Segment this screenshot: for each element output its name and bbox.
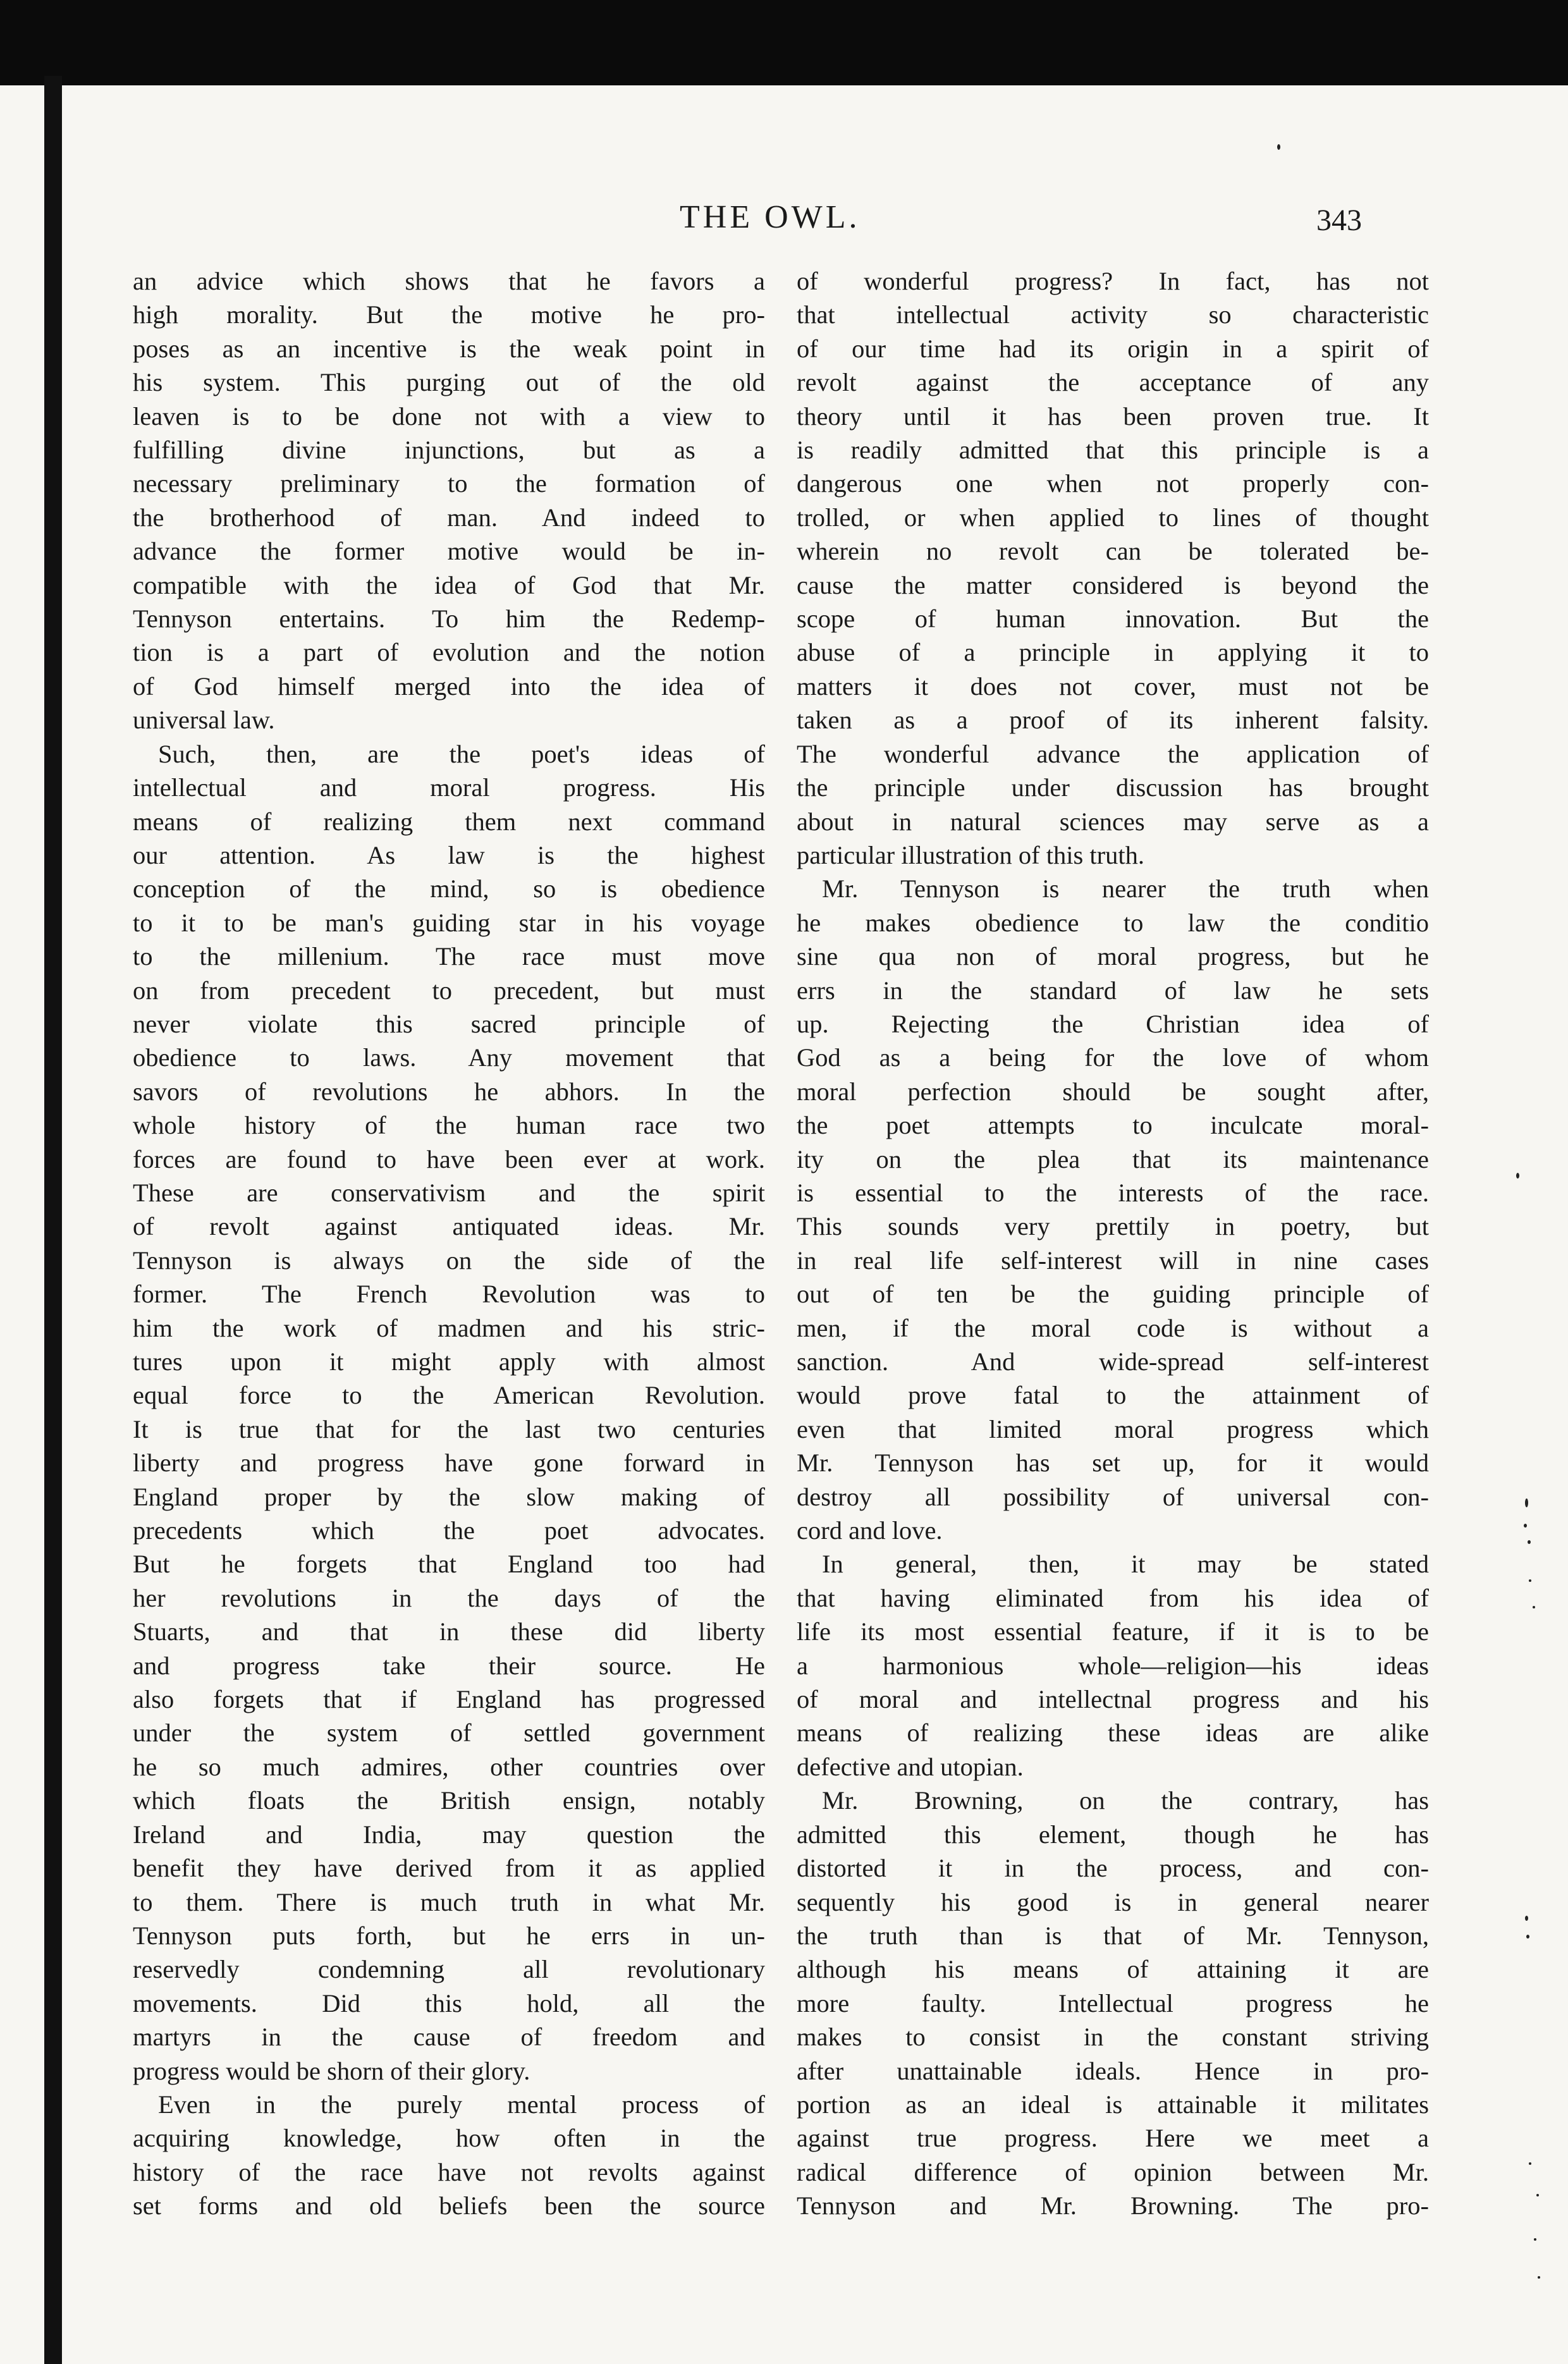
text-line: It is true that for the last two centuries — [133, 1414, 765, 1443]
text-line: acquiring knowledge, how often in the — [133, 2124, 765, 2153]
text-line: her revolutions in the days of the — [133, 1583, 765, 1612]
text-line: Mr. Tennyson is nearer the truth when — [822, 874, 1429, 903]
text-line: ity on the plea that its maintenance — [797, 1144, 1429, 1173]
text-line: means of realizing them next command — [133, 807, 765, 836]
text-line: about in natural sciences may serve as a — [797, 807, 1429, 836]
text-line: the poet attempts to inculcate moral- — [797, 1111, 1429, 1140]
text-line: martyrs in the cause of freedom and — [133, 2023, 765, 2052]
text-line: also forgets that if England has progressed — [133, 1685, 765, 1714]
text-line: that having eliminated from his idea of — [797, 1583, 1429, 1612]
text-line: Stuarts, and that in these did liberty — [133, 1617, 765, 1646]
text-line: theory until it has been proven true. It — [797, 401, 1429, 431]
text-line: after unattainable ideals. Hence in pro- — [797, 2056, 1429, 2085]
text-line: high morality. But the motive he pro- — [133, 300, 765, 329]
text-line: advance the former motive would be in- — [133, 537, 765, 566]
text-line: never violate this sacred principle of — [133, 1009, 765, 1038]
left-margin-rule — [44, 76, 62, 2364]
text-line: These are conservativism and the spirit — [133, 1178, 765, 1207]
text-line: England proper by the slow making of — [133, 1482, 765, 1511]
text-line: trolled, or when applied to lines of thought — [797, 503, 1429, 532]
text-line: abuse of a principle in applying it to — [797, 638, 1429, 667]
text-line: Mr. Browning, on the contrary, has — [822, 1786, 1429, 1815]
text-line: Mr. Tennyson has set up, for it would — [797, 1448, 1429, 1478]
top-scan-band — [0, 0, 1568, 85]
text-line: revolt against the acceptance of any — [797, 368, 1429, 397]
text-line: is essential to the interests of the race. — [797, 1178, 1429, 1207]
text-line: although his means of attaining it are — [797, 1955, 1429, 1984]
text-line: the brotherhood of man. And indeed to — [133, 503, 765, 532]
text-line: up. Rejecting the Christian idea of — [797, 1009, 1429, 1038]
text-line: to it to be man's guiding star in his voyage — [133, 908, 765, 937]
text-line: former. The French Revolution was to — [133, 1280, 765, 1309]
text-line: God as a being for the love of whom — [797, 1043, 1429, 1072]
text-line: radical difference of opinion between Mr. — [797, 2157, 1429, 2186]
text-line: an advice which shows that he favors a — [133, 267, 765, 295]
text-line: portion as an ideal is attainable it militates — [797, 2090, 1429, 2119]
text-line: cord and love. — [797, 1516, 943, 1545]
text-line: Such, then, are the poet's ideas of — [158, 739, 765, 768]
text-line: a harmonious whole—religion—his ideas — [797, 1651, 1429, 1680]
text-line: But he forgets that England too had — [133, 1550, 765, 1579]
text-line: Tennyson entertains. To him the Redemp- — [133, 604, 765, 634]
text-line: that intellectual activity so characteristic — [797, 300, 1429, 329]
text-line: forces are found to have been ever at work. — [133, 1144, 765, 1173]
text-line: liberty and progress have gone forward in — [133, 1448, 765, 1478]
text-line: our attention. As law is the highest — [133, 840, 765, 869]
text-line: defective and utopian. — [797, 1752, 1024, 1781]
text-line: life its most essential feature, if it is to be — [797, 1617, 1429, 1646]
text-line: Ireland and India, may question the — [133, 1820, 765, 1849]
text-line: tures upon it might apply with almost — [133, 1347, 765, 1376]
text-line: under the system of settled government — [133, 1718, 765, 1748]
text-line: his system. This purging out of the old — [133, 368, 765, 397]
text-line: sequently his good is in general nearer — [797, 1887, 1429, 1916]
text-line: This sounds very prettily in poetry, but — [797, 1212, 1429, 1241]
text-line: particular illustration of this truth. — [797, 840, 1145, 869]
text-line: distorted it in the process, and con- — [797, 1854, 1429, 1883]
text-line: compatible with the idea of God that Mr. — [133, 570, 765, 599]
text-line: men, if the moral code is without a — [797, 1313, 1429, 1342]
text-line: taken as a proof of its inherent falsity. — [797, 706, 1429, 735]
text-line: out of ten be the guiding principle of — [797, 1280, 1429, 1309]
text-line: In general, then, it may be stated — [822, 1550, 1429, 1579]
text-line: Tennyson is always on the side of the — [133, 1246, 765, 1275]
running-head-title: THE OWL. — [680, 199, 861, 235]
page-number: 343 — [1316, 204, 1362, 237]
text-line: of our time had its origin in a spirit of — [797, 334, 1429, 363]
text-line: Even in the purely mental process of — [158, 2090, 765, 2119]
text-line: of revolt against antiquated ideas. Mr. — [133, 1212, 765, 1241]
text-line: tion is a part of evolution and the notion — [133, 638, 765, 667]
text-line: admitted this element, though he has — [797, 1820, 1429, 1849]
text-line: poses as an incentive is the weak point in — [133, 334, 765, 363]
text-line: scope of human innovation. But the — [797, 604, 1429, 634]
text-line: to them. There is much truth in what Mr. — [133, 1887, 765, 1916]
text-line: precedents which the poet advocates. — [133, 1516, 765, 1545]
text-line: fulfilling divine injunctions, but as a — [133, 436, 765, 465]
text-line: movements. Did this hold, all the — [133, 1988, 765, 2018]
text-line: whole history of the human race two — [133, 1111, 765, 1140]
text-line: cause the matter considered is beyond the — [797, 570, 1429, 599]
text-line: The wonderful advance the application of — [797, 739, 1429, 768]
text-line: progress would be shorn of their glory. — [133, 2056, 530, 2085]
text-line: leaven is to be done not with a view to — [133, 401, 765, 431]
text-line: Tennyson and Mr. Browning. The pro- — [797, 2191, 1429, 2220]
text-line: savors of revolutions he abhors. In the — [133, 1077, 765, 1106]
text-line: destroy all possibility of universal con- — [797, 1482, 1429, 1511]
text-line: is readily admitted that this principle is a — [797, 436, 1429, 465]
text-line: he makes obedience to law the conditio — [797, 908, 1429, 937]
text-line: benefit they have derived from it as applied — [133, 1854, 765, 1883]
text-line: makes to consist in the constant striving — [797, 2023, 1429, 2052]
text-line: on from precedent to precedent, but must — [133, 976, 765, 1005]
text-line: and progress take their source. He — [133, 1651, 765, 1680]
text-line: intellectual and moral progress. His — [133, 773, 765, 802]
text-line: against true progress. Here we meet a — [797, 2124, 1429, 2153]
text-line: he so much admires, other countries over — [133, 1752, 765, 1781]
text-line: universal law. — [133, 706, 275, 735]
text-line: would prove fatal to the attainment of — [797, 1381, 1429, 1410]
text-line: history of the race have not revolts against — [133, 2157, 765, 2186]
right-text-column — [797, 264, 1429, 2223]
text-line: which floats the British ensign, notably — [133, 1786, 765, 1815]
text-line: to the millenium. The race must move — [133, 942, 765, 971]
text-line: moral perfection should be sought after, — [797, 1077, 1429, 1106]
text-line: means of realizing these ideas are alike — [797, 1718, 1429, 1748]
text-line: of moral and intellectnal progress and his — [797, 1685, 1429, 1714]
text-line: the principle under discussion has brought — [797, 773, 1429, 802]
text-line: obedience to laws. Any movement that — [133, 1043, 765, 1072]
text-line: more faulty. Intellectual progress he — [797, 1988, 1429, 2018]
text-line: even that limited moral progress which — [797, 1414, 1429, 1443]
text-line: sine qua non of moral progress, but he — [797, 942, 1429, 971]
text-line: of God himself merged into the idea of — [133, 671, 765, 701]
text-line: conception of the mind, so is obedience — [133, 874, 765, 903]
text-line: errs in the standard of law he sets — [797, 976, 1429, 1005]
text-line: wherein no revolt can be tolerated be- — [797, 537, 1429, 566]
text-line: sanction. And wide-spread self-interest — [797, 1347, 1429, 1376]
text-line: dangerous one when not properly con- — [797, 469, 1429, 498]
text-line: necessary preliminary to the formation of — [133, 469, 765, 498]
text-line: matters it does not cover, must not be — [797, 671, 1429, 701]
text-line: the truth than is that of Mr. Tennyson, — [797, 1921, 1429, 1950]
text-line: equal force to the American Revolution. — [133, 1381, 765, 1410]
text-line: in real life self-interest will in nine cases — [797, 1246, 1429, 1275]
text-line: him the work of madmen and his stric- — [133, 1313, 765, 1342]
text-line: of wonderful progress? In fact, has not — [797, 267, 1429, 295]
text-line: set forms and old beliefs been the source — [133, 2191, 765, 2220]
text-line: Tennyson puts forth, but he errs in un- — [133, 1921, 765, 1950]
text-line: reservedly condemning all revolutionary — [133, 1955, 765, 1984]
left-text-column — [133, 264, 765, 2223]
